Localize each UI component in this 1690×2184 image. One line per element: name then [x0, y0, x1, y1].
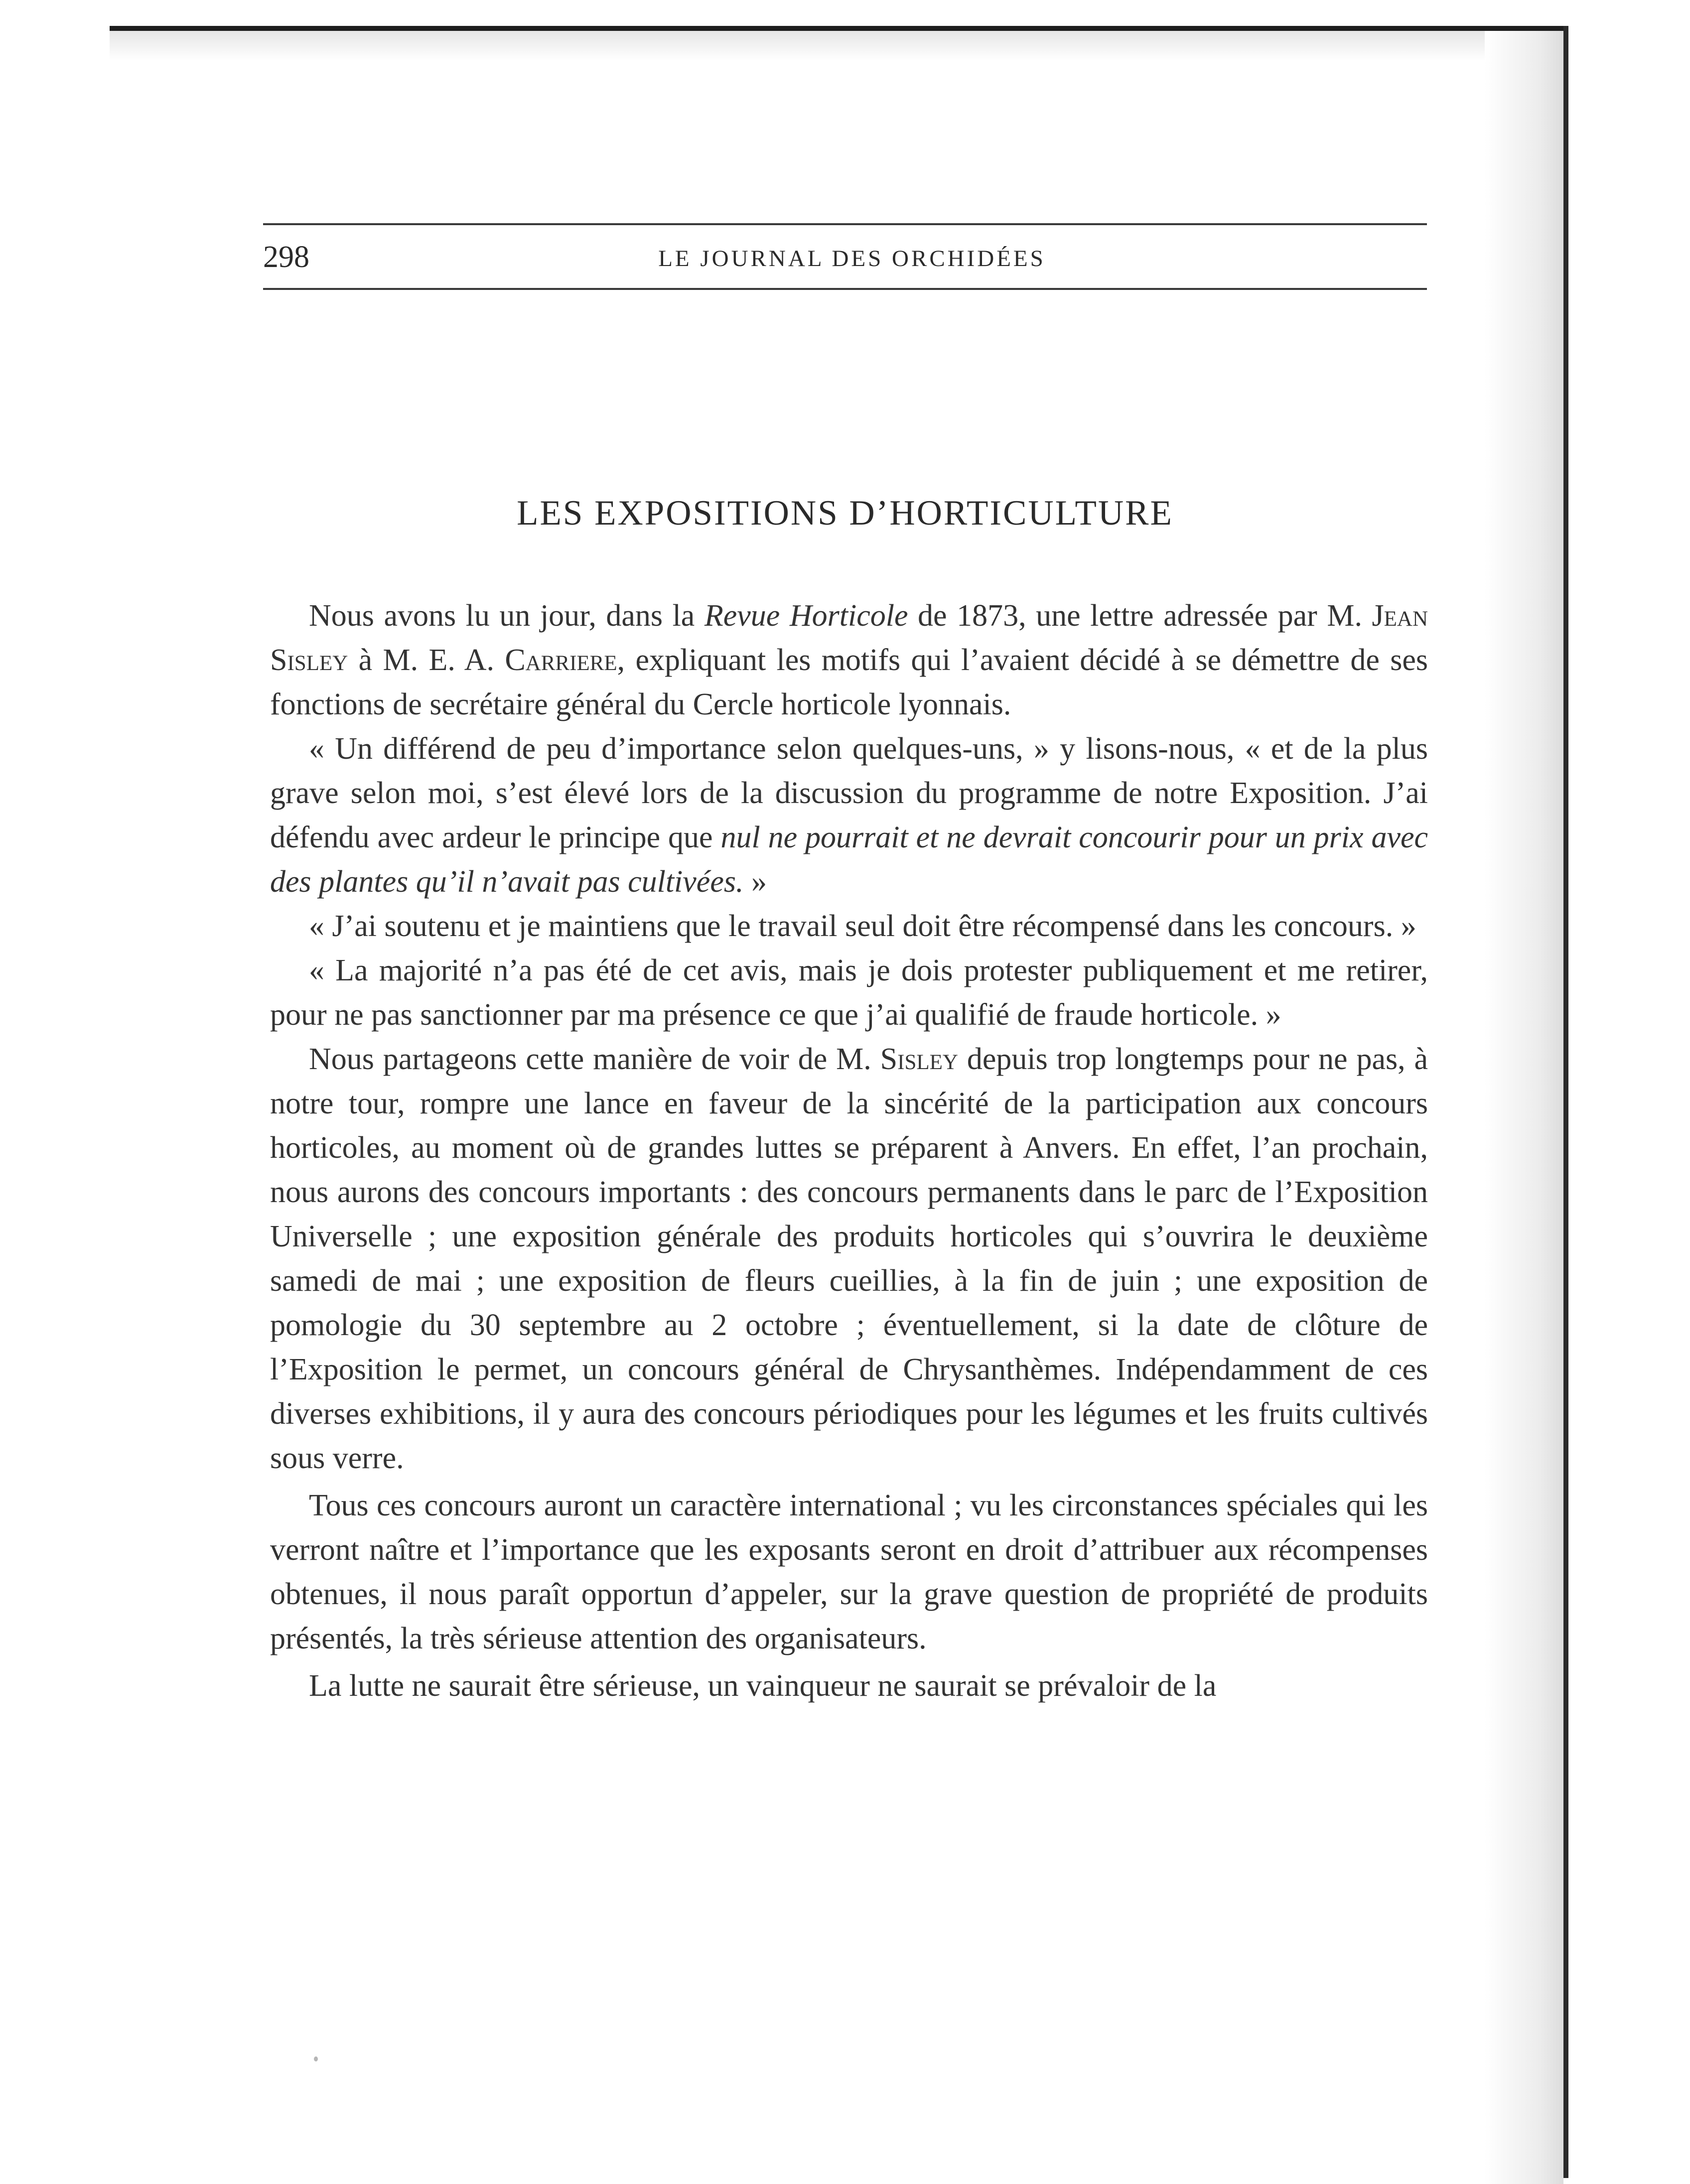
paragraph-1 — [270, 594, 1428, 727]
scan-right-shadow — [1485, 31, 1563, 2184]
text-run: Nous partageons cette manière de voir de M. — [309, 1042, 880, 1076]
person-name: Carriere — [505, 643, 617, 677]
scan-top-edge — [110, 26, 1564, 31]
paragraph-2 — [270, 727, 1428, 904]
scan-speck — [314, 2056, 318, 2061]
running-title: LE JOURNAL DES ORCHIDÉES — [658, 246, 1046, 272]
paragraph-5 — [270, 1037, 1428, 1481]
text-run: Nous avons lu un jour, dans la — [309, 599, 704, 633]
person-name: Sisley — [880, 1042, 958, 1076]
text-run: depuis trop longtemps pour ne pas, à notre tour, rompre une lance en faveur de la sincérité de la participation aux concours horticoles, au moment où de grandes luttes se préparent à Anvers. En effet, l’an prochain, nous aurons des concours importants : des concours permanents dans le parc de l’Exposition Universelle ; une exposition générale des produits horticoles qui s’ouvrira le deuxième samedi de mai ; une exposition de fleurs cueillies, à la fin de juin ; une exposition de pomologie du 30 septembre au 2 octobre ; éventuellement, si la date de clôture de l’Exposition le permet, un concours général de Chrysanthèmes. Indépendamment de ces diverses exhibitions, il y aura des concours périodiques pour les légumes et les fruits cultivés sous verre. — [270, 1042, 1428, 1475]
text-run: , expliquant les motifs qui l’avaient décidé à se démettre de ses fonctions de secrétaire général du Cercle horticole lyonnais. — [270, 643, 1428, 721]
article-body — [270, 594, 1428, 1708]
text-run: de 1873, une lettre adressée par M. — [908, 599, 1372, 633]
paragraph-3: « J’ai soutenu et je maintiens que le travail seul doit être récompensé dans les concours. » — [309, 909, 1416, 943]
scan-top-shadow — [110, 31, 1564, 61]
paragraph-6: Tous ces concours auront un caractère international ; vu les circonstances spéciales qui les verront naître et l’importance que les exposants seront en droit d’attribuer aux récompenses obtenues, il nous paraît opportun d’appeler, sur la grave question de propriété de produits présentés, la très sérieuse attention des organisateurs. — [270, 1489, 1428, 1655]
page-number: 298 — [263, 240, 309, 274]
header-rule-bottom — [263, 288, 1427, 290]
text-run: « Un différend de peu d’importance selon quelques-uns, » y lisons-nous, « et de la plus grave selon moi, s’est élevé lors de la discussion du programme de notre Exposition. J’ai défendu avec ardeur le principe que — [270, 732, 1428, 854]
article-title: LES EXPOSITIONS D’HORTICULTURE — [517, 494, 1173, 533]
text-run: » — [743, 865, 767, 899]
person-name: Jean Sisley — [270, 599, 1428, 677]
emphasized-quote: nul ne pourrait et ne devrait concourir pour un prix avec des plantes qu’il n’avait pas cultivées. — [270, 820, 1428, 899]
journal-name: Revue Horticole — [704, 599, 908, 633]
scan-right-edge — [1563, 26, 1568, 2178]
text-run: à M. E. A. — [348, 643, 505, 677]
paragraph-4: « La majorité n’a pas été de cet avis, mais je dois protester publiquement et me retirer, pour ne pas sanctionner par ma présence ce que j’ai qualifié de fraude horticole. » — [270, 954, 1428, 1032]
paragraph-7: La lutte ne saurait être sérieuse, un vainqueur ne saurait se prévaloir de la — [309, 1669, 1217, 1703]
header-rule-top — [263, 223, 1427, 225]
